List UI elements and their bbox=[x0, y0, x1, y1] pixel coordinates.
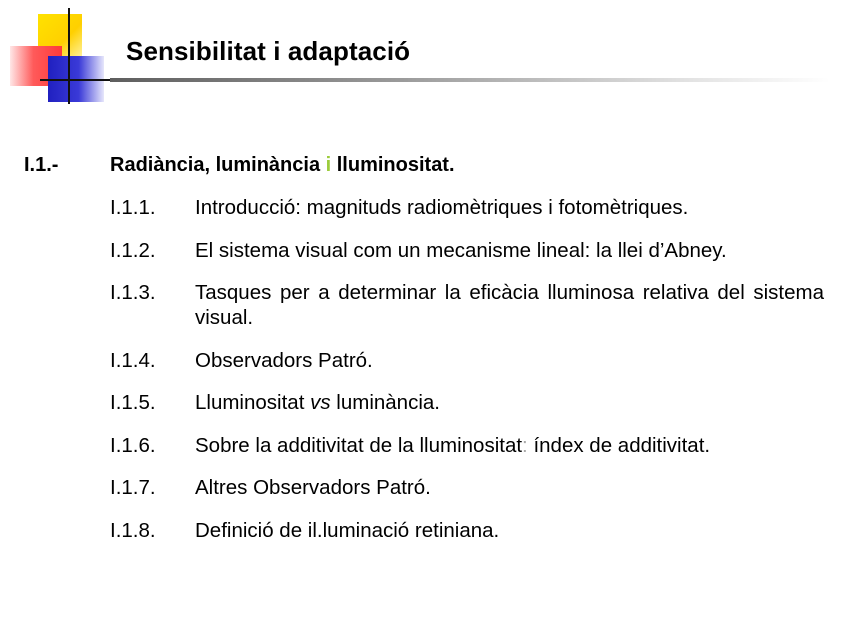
section-title-part1: Radiància, luminància bbox=[110, 154, 326, 176]
section-title bbox=[110, 152, 455, 178]
item-text bbox=[195, 433, 824, 458]
section-title-part2: lluminositat. bbox=[331, 154, 455, 176]
item-number: I.1.7. bbox=[110, 476, 156, 499]
list-item bbox=[110, 238, 824, 263]
item-text-colon: : bbox=[522, 433, 528, 457]
slide-title: Sensibilitat i adaptació bbox=[126, 36, 411, 66]
item-text: Observadors Patró. bbox=[195, 348, 373, 372]
list-item bbox=[110, 475, 824, 500]
item-text: Altres Observadors Patró. bbox=[195, 476, 431, 499]
item-text: El sistema visual com un mecanisme lineal: la llei d’Abney. bbox=[195, 238, 727, 262]
item-text-emphasis: vs bbox=[310, 391, 331, 414]
list-item bbox=[110, 195, 824, 220]
title-underline bbox=[110, 78, 830, 82]
logo-horizontal-line bbox=[40, 79, 120, 81]
item-text: Definició de il.luminació retiniana. bbox=[195, 518, 500, 542]
slide-logo bbox=[0, 0, 120, 110]
list-item bbox=[110, 390, 824, 415]
section-title-conjunction: i bbox=[325, 154, 332, 176]
item-number: I.1.5. bbox=[110, 391, 156, 414]
item-text: Tasques per a determinar la eficàcia lluminosa relativa del sistema visual. bbox=[195, 281, 824, 329]
list-item bbox=[110, 280, 824, 330]
subsection-list bbox=[110, 195, 824, 543]
item-text-after: índex de additivitat. bbox=[527, 433, 711, 457]
section-block bbox=[24, 152, 824, 560]
item-number: I.1.6. bbox=[110, 433, 156, 457]
item-number: I.1.8. bbox=[110, 518, 156, 542]
item-text-before: Sobre la additivitat de la lluminositat bbox=[195, 433, 523, 457]
item-number: I.1.4. bbox=[110, 348, 156, 372]
item-number: I.1.1. bbox=[110, 196, 156, 219]
item-text-before: Lluminositat bbox=[195, 391, 311, 414]
list-item bbox=[110, 433, 824, 458]
item-text: Introducció: magnituds radiomètriques i fotomètriques. bbox=[195, 196, 689, 219]
logo-vertical-line bbox=[68, 8, 70, 104]
item-text bbox=[195, 390, 824, 415]
list-item bbox=[110, 348, 824, 373]
item-number: I.1.2. bbox=[110, 238, 156, 262]
item-text-after: luminància. bbox=[330, 391, 440, 414]
list-item bbox=[110, 518, 824, 543]
section-number: I.1.- bbox=[24, 154, 59, 176]
item-number: I.1.3. bbox=[110, 281, 156, 304]
section-heading bbox=[24, 152, 824, 178]
